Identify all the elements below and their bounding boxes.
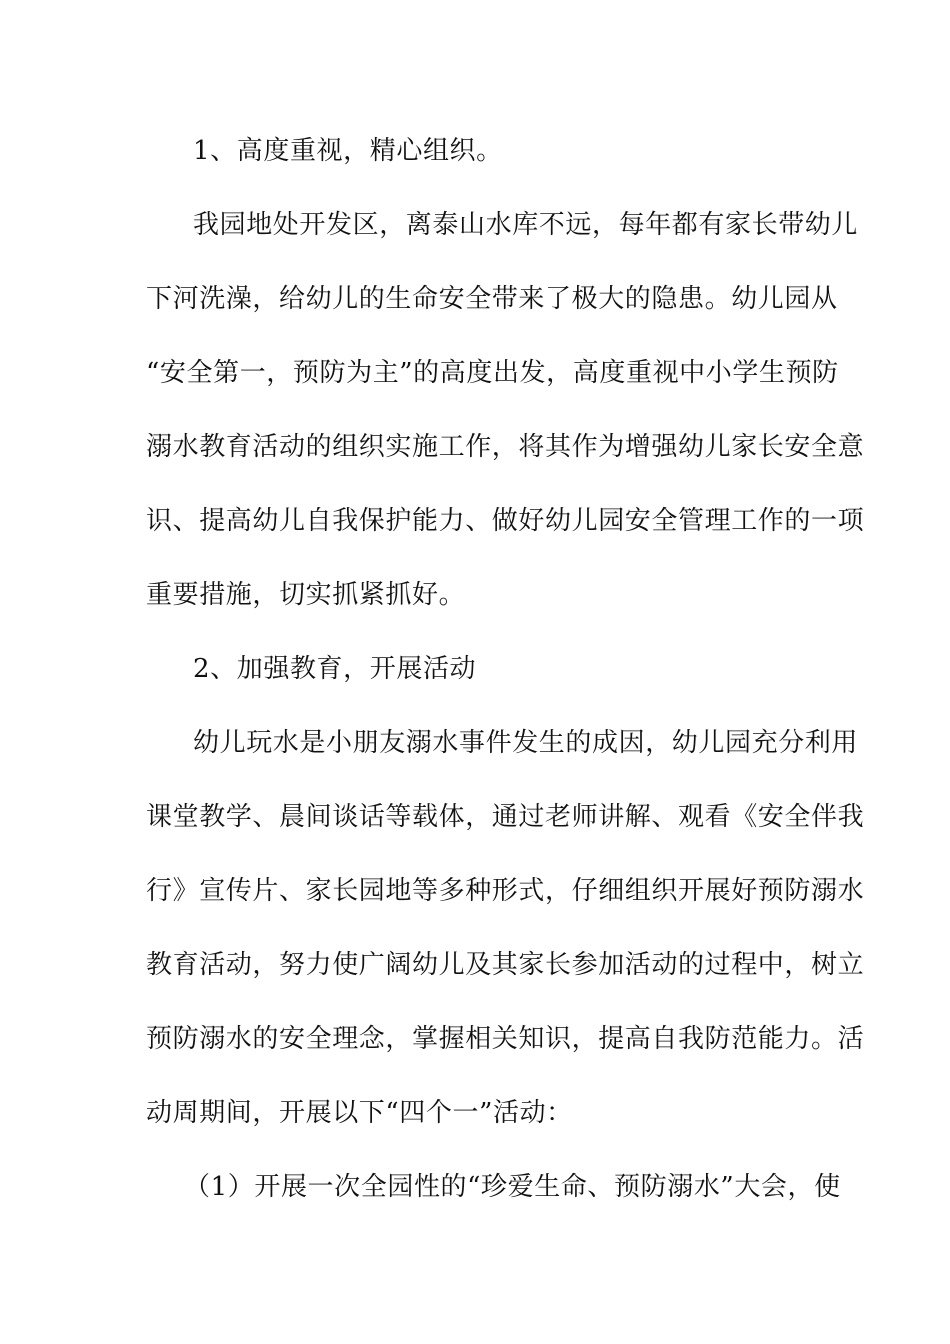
section-heading-2: 2、加强教育，开展活动 [193, 654, 477, 684]
paragraph-line: 幼儿玩水是小朋友溺水事件发生的成因，幼儿园充分利用 [193, 728, 859, 758]
paragraph-line: “安全第一，预防为主”的高度出发，高度重视中小学生预防 [146, 358, 839, 388]
paragraph-line: 行》宣传片、家长园地等多种形式，仔细组织开展好预防溺水 [146, 876, 865, 906]
list-item-line: （1）开展一次全园性的“珍爱生命、预防溺水”大会，使 [184, 1172, 841, 1202]
paragraph-line: 下河洗澡，给幼儿的生命安全带来了极大的隐患。幼儿园从 [146, 284, 838, 314]
paragraph-line: 溺水教育活动的组织实施工作，将其作为增强幼儿家长安全意 [146, 432, 865, 462]
section-heading-1: 1、高度重视，精心组织。 [193, 136, 503, 166]
paragraph-line: 课堂教学、晨间谈话等载体，通过老师讲解、观看《安全伴我 [146, 802, 865, 832]
paragraph-line: 预防溺水的安全理念，掌握相关知识，提高自我防范能力。活 [146, 1024, 865, 1054]
paragraph-line: 动周期间，开展以下“四个一”活动： [146, 1098, 573, 1128]
paragraph-line: 教育活动，努力使广阔幼儿及其家长参加活动的过程中，树立 [146, 950, 865, 980]
paragraph-line: 重要措施，切实抓紧抓好。 [146, 580, 466, 610]
paragraph-line: 我园地处开发区，离泰山水库不远，每年都有家长带幼儿 [193, 210, 859, 240]
paragraph-line: 识、提高幼儿自我保护能力、做好幼儿园安全管理工作的一项 [146, 506, 865, 536]
